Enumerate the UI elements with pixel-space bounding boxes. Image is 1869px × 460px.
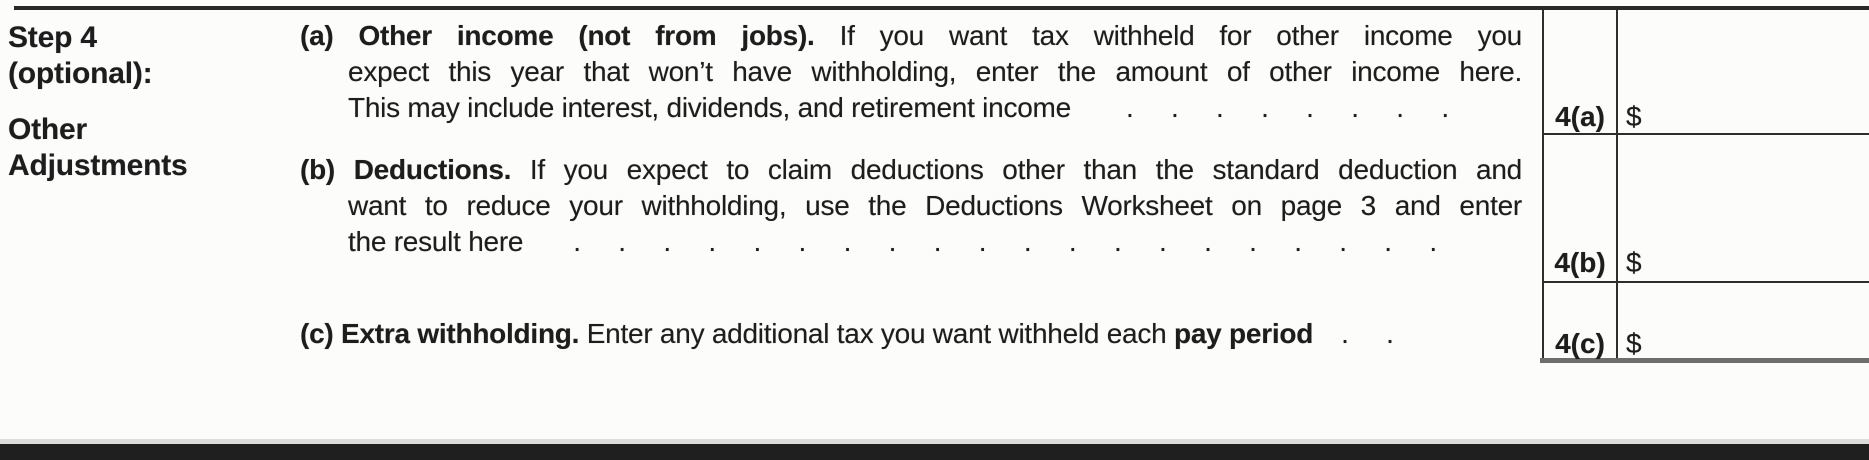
- line-number-4c: 4(c): [1555, 328, 1605, 359]
- item-b-bold-lead: Deductions.: [353, 154, 512, 185]
- item-c-line1: [300, 316, 1522, 352]
- step4-title: Step 4: [8, 21, 97, 54]
- item-b-paragraph: [300, 152, 1522, 260]
- item-a-line2-text: expect this year that won’t have withholding, enter the amount of other income here.: [348, 56, 1522, 87]
- item-b-dot-leader: . . . . . . . . . . . . . . . . . . . .: [573, 226, 1437, 257]
- item-b-line3: [300, 224, 1522, 260]
- item-c-paragraph: [300, 316, 1522, 352]
- dollar-sign-4a: $: [1626, 101, 1642, 132]
- entry-column-inner-border: [1616, 10, 1618, 362]
- item-b-line1-text: If you expect to claim deductions other than the standard deduction and: [511, 154, 1522, 185]
- other-adjustments-heading: [8, 112, 188, 184]
- item-a-label: (a): [300, 20, 334, 51]
- item-a-line1: [300, 18, 1522, 54]
- section-top-border: [14, 6, 1869, 10]
- row-4b-underline: [1542, 281, 1869, 283]
- amount-4a-input[interactable]: [1652, 14, 1866, 132]
- item-a-line2: [300, 54, 1522, 90]
- step4-heading: [8, 20, 152, 92]
- item-a-paragraph: [300, 18, 1522, 126]
- amount-4c-input[interactable]: [1652, 284, 1866, 357]
- item-c-line1-text: Enter any additional tax you want withheld each: [579, 318, 1174, 349]
- item-c-dot-leader: . .: [1341, 318, 1394, 349]
- dollar-sign-4b: $: [1626, 247, 1642, 278]
- entry-column-left-border: [1542, 10, 1544, 362]
- item-b-line2-text: want to reduce your withholding, use the Deductions Worksheet on page 3 and enter: [348, 190, 1522, 221]
- item-b-line1: [300, 152, 1522, 188]
- item-b-line2: [300, 188, 1522, 224]
- item-a-line3: [300, 90, 1522, 126]
- item-b-label: (b): [300, 154, 336, 185]
- line-number-4a: 4(a): [1555, 101, 1605, 132]
- item-c-label: (c): [300, 318, 334, 349]
- item-a-bold-lead: Other income (not from jobs).: [358, 20, 815, 51]
- item-a-line1-text: If you want tax withheld for other income you: [814, 20, 1522, 51]
- adjustments-label: Adjustments: [8, 149, 188, 182]
- amount-4b-input[interactable]: [1652, 136, 1866, 280]
- next-section-divider-bar: [0, 444, 1869, 460]
- item-a-line3-text: This may include interest, dividends, and retirement income: [348, 92, 1071, 123]
- dollar-sign-4c: $: [1626, 328, 1642, 359]
- item-b-line3-text: the result here: [348, 226, 524, 257]
- item-c-bold-lead: Extra withholding.: [341, 318, 580, 349]
- line-number-4b: 4(b): [1554, 247, 1606, 278]
- other-label: Other: [8, 113, 88, 146]
- item-c-bold-tail: pay period: [1173, 318, 1314, 349]
- step4-optional-label: (optional):: [8, 57, 153, 90]
- item-a-dot-leader: . . . . . . . .: [1125, 92, 1449, 123]
